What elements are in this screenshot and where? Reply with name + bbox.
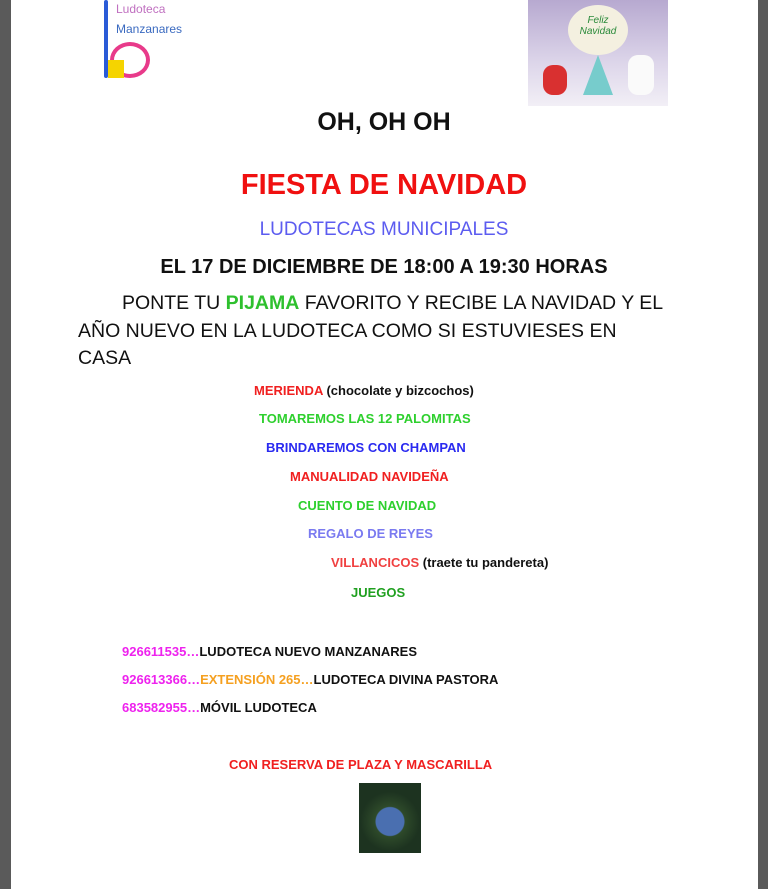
contact-name: MÓVIL LUDOTECA: [200, 700, 317, 715]
reservation-note: CON RESERVA DE PLAZA Y MASCARILLA: [229, 757, 493, 772]
card-text: Feliz Navidad: [579, 15, 617, 37]
contact-phone: 926611535…: [122, 644, 200, 659]
activity-item: TOMAREMOS LAS 12 PALOMITAS: [259, 411, 471, 426]
title: OH, OH OH: [317, 108, 451, 136]
logo-text: Ludoteca: [116, 2, 166, 16]
activity-label: MERIENDA: [254, 383, 323, 398]
contact-name: LUDOTECA DIVINA PASTORA: [313, 672, 499, 687]
ornament-mask-image: [359, 783, 421, 853]
ludoteca-logo: [104, 0, 204, 86]
activity-note: (traete tu pandereta): [419, 555, 549, 570]
activity-item: REGALO DE REYES: [308, 526, 433, 541]
intro-line-3: CASA: [78, 347, 132, 369]
activity-label: VILLANCICOS: [331, 555, 420, 570]
contact-name: LUDOTECA NUEVO MANZANARES: [199, 644, 417, 659]
activity-note: (chocolate y bizcochos): [322, 383, 474, 398]
christmas-card-image: [528, 0, 668, 106]
pijama-highlight: PIJAMA: [225, 292, 300, 314]
contact-extension: EXTENSIÓN 265…: [200, 672, 314, 687]
intro-text: FAVORITO Y RECIBE LA NAVIDAD Y EL: [299, 292, 664, 314]
activity-item: BRINDAREMOS CON CHAMPAN: [266, 440, 466, 455]
subtitle: LUDOTECAS MUNICIPALES: [259, 219, 509, 240]
activity-item: JUEGOS: [351, 585, 406, 600]
headline: FIESTA DE NAVIDAD: [240, 169, 528, 201]
contact-row: [122, 644, 417, 659]
intro-text: PONTE TU: [122, 292, 226, 314]
activity-item: [254, 383, 474, 398]
intro-line-2: AÑO NUEVO EN LA LUDOTECA COMO SI ESTUVIESES EN: [78, 320, 617, 342]
contact-phone: 926613366…: [122, 672, 201, 687]
logo-text: Manzanares: [116, 22, 183, 36]
event-date: EL 17 DE DICIEMBRE DE 18:00 A 19:30 HORAS: [160, 256, 608, 278]
contact-row: [122, 700, 317, 715]
activity-item: CUENTO DE NAVIDAD: [298, 498, 437, 513]
activity-item: [331, 555, 548, 570]
activity-item: MANUALIDAD NAVIDEÑA: [290, 469, 449, 484]
contact-row: [122, 672, 498, 687]
intro-line-1: [122, 292, 663, 315]
contact-phone: 683582955…: [122, 700, 201, 715]
